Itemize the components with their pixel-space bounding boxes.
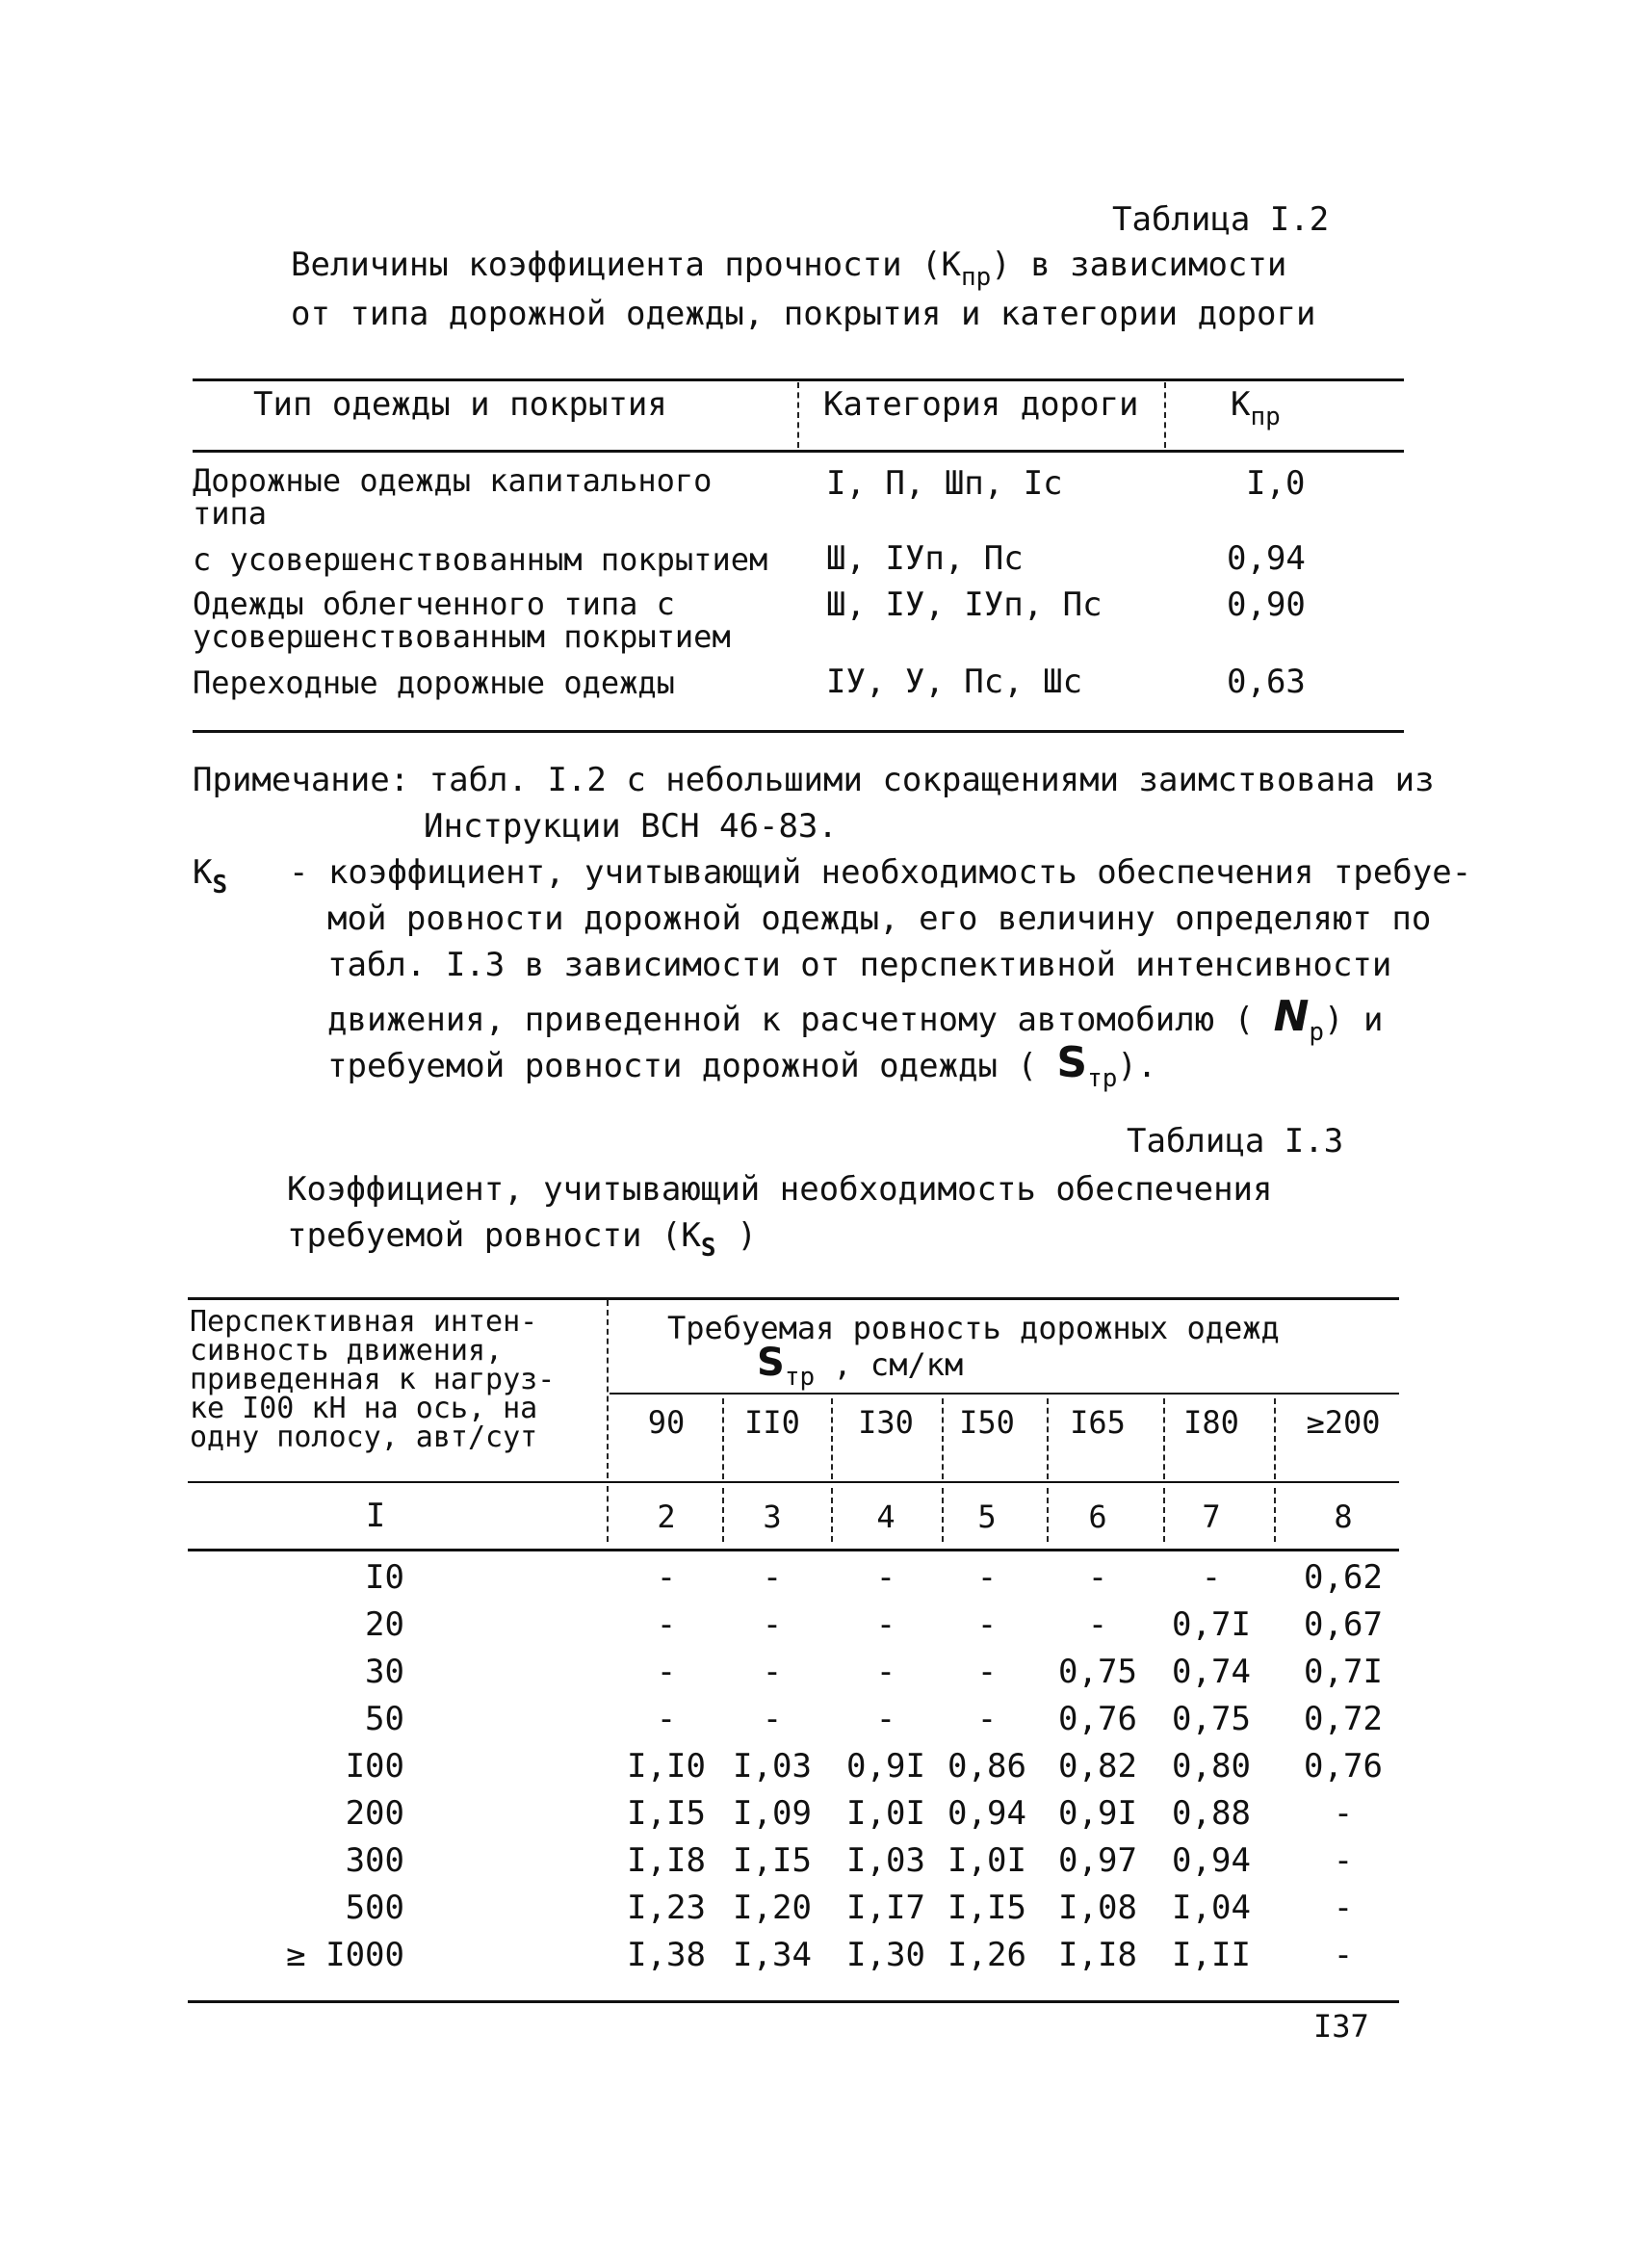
table-cell: - <box>762 1700 783 1738</box>
column-header: ≥200 <box>1306 1404 1381 1441</box>
table-cell: I,20 <box>733 1889 812 1927</box>
table-cell: 0,88 <box>1172 1794 1251 1833</box>
table-cell: 0,76 <box>1058 1700 1137 1738</box>
col-divider <box>1274 1488 1276 1542</box>
row-header: Перспективная интен- сивность движения, приведенная к нагруз- ке I00 кН на ось, на одну полосу, авт/сут <box>190 1305 556 1454</box>
table-1-2-title-line1 <box>291 246 1287 292</box>
column-number: 2 <box>657 1499 676 1535</box>
ks-line4: движения, приведенной к расчетному автомобилю ( $N_р$) и <box>327 992 1384 1047</box>
column-number: 6 <box>1088 1499 1107 1535</box>
table-cell: 0,86 <box>947 1747 1026 1786</box>
col-divider <box>1164 382 1166 448</box>
table-1-3-label: Таблица I.3 <box>1127 1122 1344 1160</box>
column-number: I <box>365 1497 386 1535</box>
note-line2: Инструкции ВСН 46-83. <box>424 807 838 846</box>
table-1-2-top-rule <box>193 378 1404 381</box>
header-type: Тип одежды и покрытия <box>253 385 667 424</box>
table-row: Переходные дорожные одежды <box>193 665 675 701</box>
table-cell: - <box>1087 1605 1108 1644</box>
cell-category: I, П, Шп, Iс <box>826 464 1063 503</box>
row-intensity: ≥ I000 <box>286 1936 404 1974</box>
cell-category: Ш, IУ, IУп, Пс <box>826 586 1103 624</box>
table-cell: - <box>1333 1936 1354 1974</box>
column-header: I80 <box>1183 1404 1239 1441</box>
table-cell: I,II <box>1172 1936 1251 1974</box>
table-cell: 0,76 <box>1304 1747 1383 1786</box>
col-divider <box>1163 1488 1165 1542</box>
table-cell: 0,75 <box>1172 1700 1251 1738</box>
table-cell: - <box>762 1605 783 1644</box>
title-text-end: ) в зависимости <box>991 246 1287 284</box>
table-cell: - <box>875 1700 896 1738</box>
table-1-3-title-line2: требуемой ровности ($К_S$ ) <box>287 1216 758 1263</box>
cell-k: 0,94 <box>1227 539 1306 578</box>
table-cell: I,08 <box>1058 1889 1137 1927</box>
table-cell: I,I5 <box>733 1841 812 1880</box>
table-1-3-title-line1: Коэффициент, учитывающий необходимость обеспечения <box>287 1170 1273 1209</box>
table-cell: 0,9I <box>1058 1794 1137 1833</box>
col-divider <box>722 1488 724 1542</box>
cell-category: Ш, IУп, Пс <box>826 539 1024 578</box>
table-cell: 0,72 <box>1304 1700 1383 1738</box>
table-cell: I,0I <box>846 1794 925 1833</box>
group-header: Требуемая ровность дорожных одежд <box>667 1310 1280 1346</box>
col-divider <box>831 1398 833 1479</box>
table-row: Одежды облегченного типа с усовершенствованным покрытием <box>193 586 731 655</box>
table-cell: 0,9I <box>846 1747 925 1786</box>
table-row: с усовершенствованным покрытием <box>193 541 768 578</box>
column-header: I50 <box>959 1404 1015 1441</box>
table-cell: - <box>875 1558 896 1597</box>
table-1-2-header-rule <box>193 450 1404 453</box>
cell-k: 0,63 <box>1227 663 1306 701</box>
column-number: 3 <box>763 1499 782 1535</box>
table-1-2-label: Таблица I.2 <box>1112 200 1330 239</box>
row-intensity: 20 <box>365 1605 404 1644</box>
table-cell: I,23 <box>627 1889 706 1927</box>
numbers-rule <box>188 1549 1399 1551</box>
table-cell: I,I0 <box>627 1747 706 1786</box>
col-divider <box>942 1488 944 1542</box>
row-intensity: 300 <box>345 1841 404 1880</box>
col-divider <box>797 382 799 448</box>
table-cell: - <box>976 1605 998 1644</box>
table-cell: 0,75 <box>1058 1653 1137 1691</box>
col-divider <box>831 1488 833 1542</box>
row-intensity: 500 <box>345 1889 404 1927</box>
page-number: I37 <box>1313 2008 1369 2045</box>
cell-category: IУ, У, Пс, Шс <box>826 663 1083 701</box>
table-cell: 0,74 <box>1172 1653 1251 1691</box>
table-cell: - <box>875 1605 896 1644</box>
group-header-unit: $S_{тр}$ , см/км <box>757 1341 964 1392</box>
col-divider <box>1047 1398 1049 1479</box>
table-1-3-bottom-rule <box>188 2000 1399 2003</box>
col-divider <box>1274 1398 1276 1479</box>
table-cell: - <box>1201 1558 1222 1597</box>
table-cell: I,09 <box>733 1794 812 1833</box>
title-text: Величины коэффициента прочности (К <box>291 246 961 284</box>
table-1-3-top-rule <box>188 1297 1399 1300</box>
column-number: 5 <box>977 1499 997 1535</box>
table-cell: - <box>656 1605 677 1644</box>
column-header: I65 <box>1070 1404 1126 1441</box>
row-intensity: 50 <box>365 1700 404 1738</box>
col-divider <box>1163 1398 1165 1479</box>
table-cell: - <box>1333 1794 1354 1833</box>
table-cell: - <box>1333 1841 1354 1880</box>
table-cell: 0,94 <box>1172 1841 1251 1880</box>
table-cell: I,03 <box>733 1747 812 1786</box>
ks-line5: требуемой ровности дорожной одежды ( $S_{тр}$). <box>327 1038 1157 1093</box>
header-category: Категория дороги <box>823 385 1139 424</box>
table-1-2-bottom-rule <box>193 730 1404 733</box>
table-cell: 0,7I <box>1304 1653 1383 1691</box>
col-divider <box>942 1398 944 1479</box>
ks-line3: табл. I.3 в зависимости от перспективной интенсивности <box>327 946 1392 984</box>
table-cell: I,03 <box>846 1841 925 1880</box>
column-header: I30 <box>858 1404 914 1441</box>
cell-k: I,0 <box>1246 464 1306 503</box>
column-header: II0 <box>744 1404 800 1441</box>
table-cell: I,04 <box>1172 1889 1251 1927</box>
table-cell: I,I8 <box>627 1841 706 1880</box>
table-cell: - <box>976 1653 998 1691</box>
note-line1: Примечание: табл. I.2 с небольшими сокращениями заимствована из <box>193 761 1435 799</box>
table-cell: - <box>976 1558 998 1597</box>
ks-line1: - коэффициент, учитывающий необходимость обеспечения требуе- <box>289 853 1472 892</box>
table-cell: 0,62 <box>1304 1558 1383 1597</box>
table-cell: 0,80 <box>1172 1747 1251 1786</box>
column-number: 4 <box>876 1499 895 1535</box>
table-cell: 0,94 <box>947 1794 1026 1833</box>
table-cell: I,34 <box>733 1936 812 1974</box>
table-cell: I,I8 <box>1058 1936 1137 1974</box>
table-cell: 0,97 <box>1058 1841 1137 1880</box>
table-cell: I,I5 <box>947 1889 1026 1927</box>
table-cell: 0,82 <box>1058 1747 1137 1786</box>
table-cell: - <box>762 1558 783 1597</box>
table-cell: I,I7 <box>846 1889 925 1927</box>
row-intensity: I0 <box>365 1558 404 1597</box>
table-cell: - <box>1087 1558 1108 1597</box>
col-divider <box>607 1486 609 1542</box>
table-cell: I,30 <box>846 1936 925 1974</box>
table-row: Дорожные одежды капитального типа <box>193 462 713 532</box>
table-cell: I,26 <box>947 1936 1026 1974</box>
table-cell: I,0I <box>947 1841 1026 1880</box>
title-subscript: пр <box>960 263 992 292</box>
row-intensity: I00 <box>345 1747 404 1786</box>
row-intensity: 30 <box>365 1653 404 1691</box>
table-cell: - <box>656 1558 677 1597</box>
column-header: 90 <box>647 1404 686 1441</box>
row-intensity: 200 <box>345 1794 404 1833</box>
table-cell: - <box>762 1653 783 1691</box>
header-rule <box>188 1481 1399 1483</box>
ks-symbol: $К_S$ <box>193 853 228 899</box>
table-cell: - <box>875 1653 896 1691</box>
column-number: 7 <box>1202 1499 1221 1535</box>
header-k: $К_{пр}$ <box>1231 385 1281 431</box>
table-cell: - <box>656 1653 677 1691</box>
table-cell: 0,7I <box>1172 1605 1251 1644</box>
table-cell: I,I5 <box>627 1794 706 1833</box>
table-cell: I,38 <box>627 1936 706 1974</box>
table-cell: - <box>976 1700 998 1738</box>
ks-line2: мой ровности дорожной одежды, его величину определяют по <box>327 899 1432 938</box>
column-number: 8 <box>1334 1499 1353 1535</box>
group-header-rule <box>610 1393 1399 1395</box>
table-cell: - <box>1333 1889 1354 1927</box>
table-1-2-title-line2: от типа дорожной одежды, покрытия и категории дороги <box>291 295 1316 333</box>
table-cell: 0,67 <box>1304 1605 1383 1644</box>
table-cell: - <box>656 1700 677 1738</box>
col-divider <box>722 1398 724 1479</box>
col-divider <box>1047 1488 1049 1542</box>
cell-k: 0,90 <box>1227 586 1306 624</box>
col-divider <box>607 1300 609 1478</box>
